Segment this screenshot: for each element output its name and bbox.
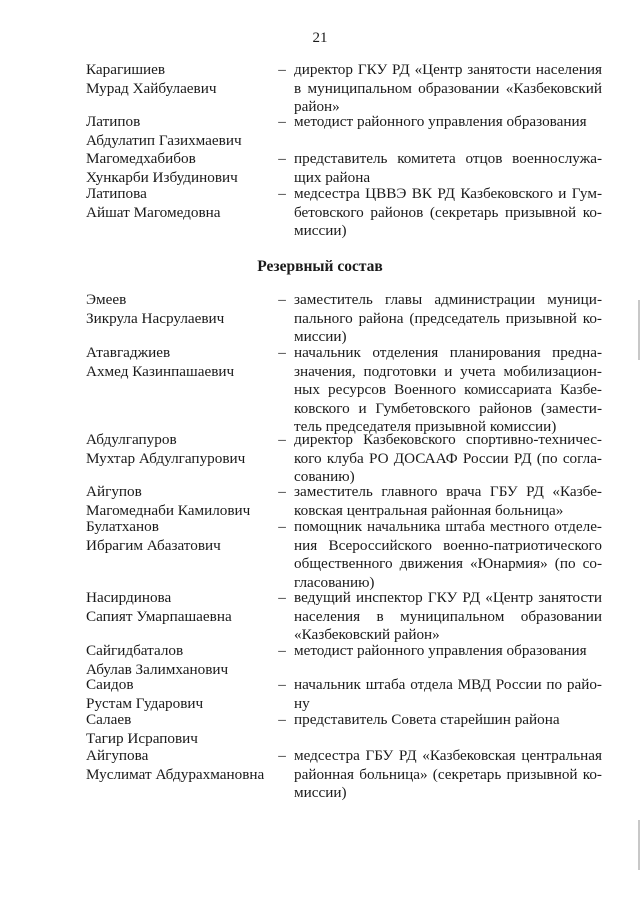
dash-separator: – xyxy=(278,431,286,448)
member-role xyxy=(294,642,602,661)
member-role-line: методист районного управления образования xyxy=(294,642,587,659)
member-role-line: помощник начальника штаба местного отделе- xyxy=(294,518,602,535)
member-name-line: Насирдинова xyxy=(86,589,172,606)
member-name xyxy=(86,589,276,626)
member-name-line: Магомеднаби Камилович xyxy=(86,501,251,519)
member-role-line: заместитель главного врача ГБУ РД «Казбе- xyxy=(294,483,602,500)
member-role-line: щих района xyxy=(294,168,371,186)
member-name-line: Ибрагим Абазатович xyxy=(86,536,221,554)
member-role xyxy=(294,518,602,592)
member-role xyxy=(294,61,602,117)
member-role-line: районная больница» (секретарь призывной ко- xyxy=(294,765,602,783)
member-name-line: Сайгидбаталов xyxy=(86,642,184,659)
member-role-line: кого клуба РО ДОСААФ России РД (по согла- xyxy=(294,449,602,467)
dash-separator: – xyxy=(278,747,286,764)
member-name-line: Абдулатип Газихмаевич xyxy=(86,131,242,149)
dash-separator: – xyxy=(278,150,286,167)
member-name-line: Рустам Гударович xyxy=(86,694,204,712)
dash-separator: – xyxy=(278,711,286,728)
member-role-line: пального района (председатель призывной ко- xyxy=(294,309,602,327)
member-role-line: сованию) xyxy=(294,468,355,486)
member-role xyxy=(294,113,602,132)
dash-separator: – xyxy=(278,291,286,308)
member-role-line: миссии) xyxy=(294,328,347,346)
dash-separator: – xyxy=(278,642,286,659)
member-name-line: Айгупова xyxy=(86,747,149,764)
member-name xyxy=(86,518,276,555)
member-role-line: представитель Совета старейшин района xyxy=(294,711,560,728)
member-name-line: Мухтар Абдулгапурович xyxy=(86,449,246,467)
member-role-line: в муниципальном образовании «Казбековский xyxy=(294,79,602,97)
member-role xyxy=(294,431,602,487)
member-role-line: район» xyxy=(294,98,340,116)
member-name xyxy=(86,711,276,748)
member-role xyxy=(294,291,602,347)
dash-separator: – xyxy=(278,483,286,500)
member-name-line: Сапият Умарпашаевна xyxy=(86,607,232,625)
member-role-line: директор Казбековского спортивно-техничес- xyxy=(294,431,602,448)
member-name-line: Латипова xyxy=(86,185,147,202)
member-role-line: представитель комитета отцов военнослужа- xyxy=(294,150,602,167)
member-name xyxy=(86,344,276,381)
member-name-line: Атавгаджиев xyxy=(86,344,171,361)
member-role-line: миссии) xyxy=(294,222,347,240)
member-role-line: методист районного управления образования xyxy=(294,113,587,130)
member-role xyxy=(294,483,602,520)
member-name-line: Муслимат Абдурахмановна xyxy=(86,765,265,783)
page-number: 21 xyxy=(312,30,328,46)
member-role-line: тель председателя призывной комиссии) xyxy=(294,418,557,436)
member-role xyxy=(294,589,602,645)
member-name xyxy=(86,61,276,98)
member-name-line: Хункарби Избудинович xyxy=(86,168,238,186)
member-role xyxy=(294,747,602,803)
member-name xyxy=(86,676,276,713)
member-name xyxy=(86,113,276,150)
member-role-line: ведущий инспектор ГКУ РД «Центр занятости xyxy=(294,589,602,606)
dash-separator: – xyxy=(278,518,286,535)
member-name-line: Тагир Исрапович xyxy=(86,729,198,747)
member-role-line: значения, подготовки и учета мобилизацион- xyxy=(294,362,602,380)
member-role-line: гласованию) xyxy=(294,573,375,591)
member-name-line: Салаев xyxy=(86,711,132,728)
member-name xyxy=(86,642,276,679)
member-name-line: Карагишиев xyxy=(86,61,166,78)
member-role-line: ния Всероссийского военно-патриотического xyxy=(294,536,602,554)
member-name xyxy=(86,150,276,187)
member-role xyxy=(294,676,602,713)
member-role-line: начальник отделения планирования предна- xyxy=(294,344,602,361)
dash-separator: – xyxy=(278,185,286,202)
member-name-line: Айгупов xyxy=(86,483,142,500)
dash-separator: – xyxy=(278,676,286,693)
member-name-line: Эмеев xyxy=(86,291,127,308)
member-role-line: ковская центральная районная больница» xyxy=(294,501,564,519)
dash-separator: – xyxy=(278,61,286,78)
member-name xyxy=(86,185,276,222)
member-name xyxy=(86,483,276,520)
member-role xyxy=(294,185,602,241)
member-name xyxy=(86,747,276,784)
member-name-line: Мурад Хайбулаевич xyxy=(86,79,217,97)
member-name-line: Латипов xyxy=(86,113,141,130)
member-role-line: миссии) xyxy=(294,784,347,802)
member-role-line: ну xyxy=(294,694,310,712)
member-role xyxy=(294,711,602,730)
member-role-line: «Казбековский район» xyxy=(294,626,440,644)
member-name xyxy=(86,431,276,468)
dash-separator: – xyxy=(278,589,286,606)
dash-separator: – xyxy=(278,113,286,130)
member-name-line: Абулав Залимханович xyxy=(86,660,229,678)
member-role-line: начальник штаба отдела МВД России по райо- xyxy=(294,676,602,693)
member-role-line: медсестра ЦВВЭ ВК РД Казбековского и Гум- xyxy=(294,185,602,202)
member-name-line: Зикрула Насрулаевич xyxy=(86,309,225,327)
member-role-line: общественного движения «Юнармия» (по со- xyxy=(294,555,602,573)
member-name-line: Айшат Магомедовна xyxy=(86,203,221,221)
member-role-line: директор ГКУ РД «Центр занятости населения xyxy=(294,61,602,78)
member-name xyxy=(86,291,276,328)
member-name-line: Саидов xyxy=(86,676,134,693)
member-role-line: населения в муниципальном образовании xyxy=(294,607,602,625)
member-name-line: Магомедхабибов xyxy=(86,150,196,167)
member-role xyxy=(294,344,602,437)
member-role-line: бетовского районов (секретарь призывной ко- xyxy=(294,203,602,221)
member-role-line: ных ресурсов Военного комиссариата Казбе- xyxy=(294,381,602,399)
member-name-line: Булатханов xyxy=(86,518,159,535)
member-name-line: Ахмед Казинпашаевич xyxy=(86,362,235,380)
dash-separator: – xyxy=(278,344,286,361)
member-role-line: заместитель главы администрации муници- xyxy=(294,291,602,308)
member-name-line: Абдулгапуров xyxy=(86,431,177,448)
section-heading-reserve: Резервный состав xyxy=(257,258,383,275)
member-role-line: медсестра ГБУ РД «Казбековская центральная xyxy=(294,747,602,764)
member-role-line: ковского и Гумбетовского районов (замести- xyxy=(294,399,602,417)
member-role xyxy=(294,150,602,187)
